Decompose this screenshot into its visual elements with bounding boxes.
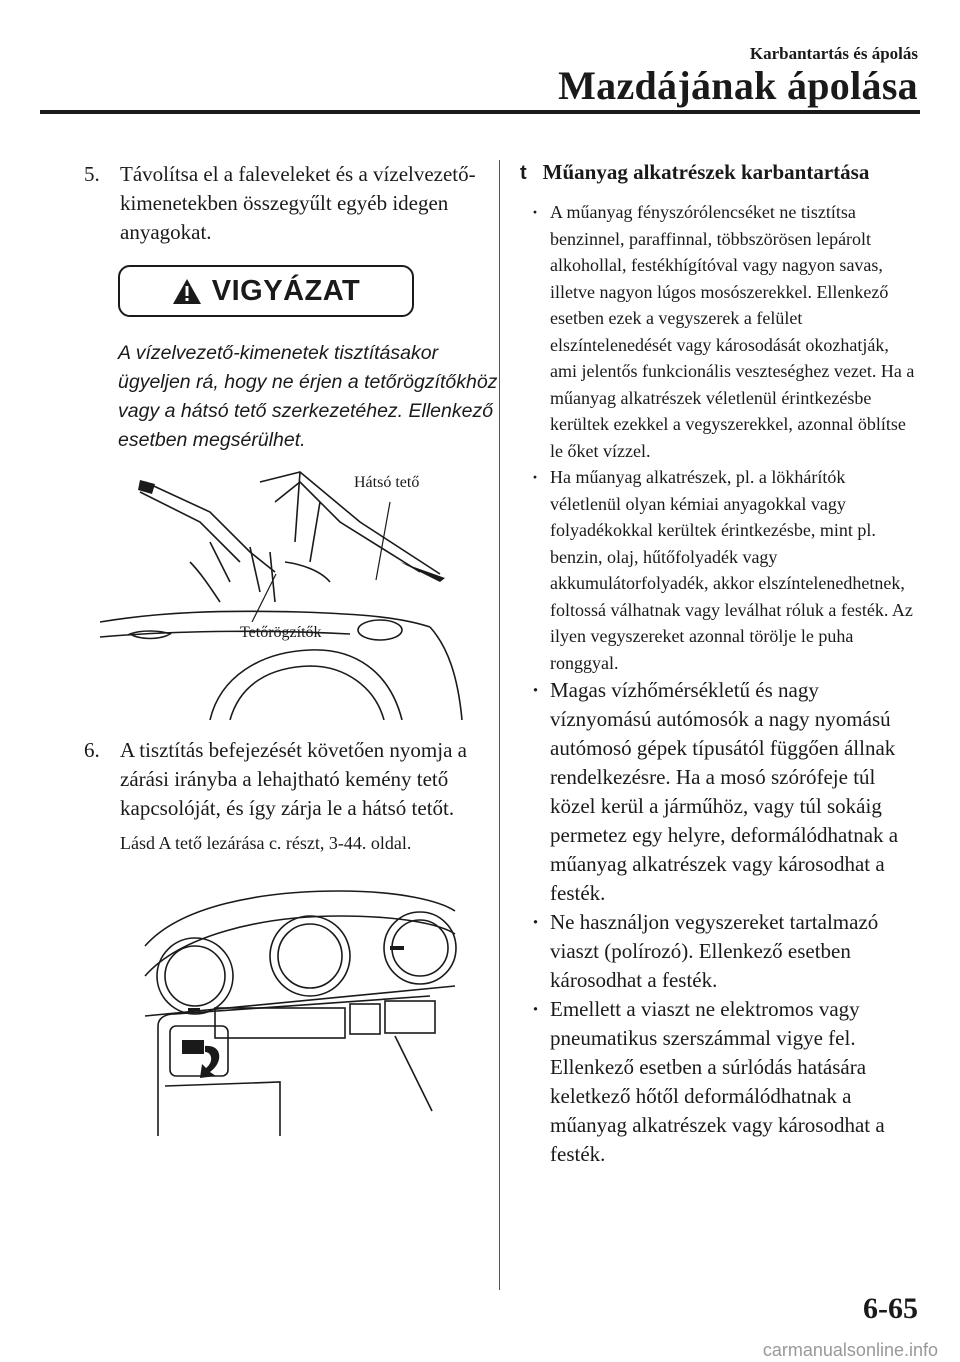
label-rear-roof: Hátsó tető (354, 474, 420, 491)
maintenance-list (520, 199, 920, 1169)
running-header-title: Mazdájának ápolása (558, 63, 918, 108)
roof-switch-illustration (140, 886, 460, 1136)
step-text: A tisztítás befejezését követően nyomja a zárási irányba a lehajtható kemény tető kapcsolóját, és így zárja le a hátsó tetőt. (120, 738, 467, 820)
step-number: 6. (84, 738, 100, 762)
left-column-lower (84, 736, 484, 858)
list-item: · Magas vízhőmérsékletű és nagy víznyomású autómosók a nagy nyomású autómosó gépek típusától függően állnak rendelkezésre. Ha a mosó szórófeje túl közel kerül a járműhöz, vagy túl sokáig permetez egy helyre, deformálódhatnak a műanyag alkatrészek vagy károsodhat a festék. (520, 676, 920, 908)
step-6 (84, 736, 484, 858)
step-5 (84, 160, 484, 247)
warning-label: VIGYÁZAT (211, 274, 361, 307)
label-roof-latches: Tetőrögzítők (240, 624, 322, 641)
warning-triangle-icon (172, 278, 202, 305)
column-divider (499, 160, 500, 1290)
right-column (520, 160, 920, 1169)
section-heading (520, 160, 920, 185)
step-text: Távolítsa el a faleveleket és a vízelvezető-kimenetekben összegyűlt egyéb idegen anyagokat. (120, 162, 476, 244)
list-item: · Ne használjon vegyszereket tartalmazó viaszt (polírozó). Ellenkező esetben károsodhat a festék. (520, 908, 920, 995)
warning-text: A vízelvezető-kimenetek tisztításakor ügyeljen rá, hogy ne érjen a tetőrögzítőkhöz vagy a hátsó tető szerkezetéhez. Ellenkező esetben megsérülhet. (118, 342, 498, 451)
section-marker: t (520, 162, 527, 184)
list-item: · A műanyag fényszórólencséket ne tisztítsa benzinnel, paraffinnal, többszörösen lepárolt alkohollal, festékhígítóval vagy nagyon savas, illetve nagyon lúgos mosószerekkel. Ellenkező esetben ezek a vegyszerek a felület elszíntelenedését vagy károsodását okozhatják, ami jelentős funkcionális veszteséghez vezet. Ha a műanyag alkatrészek véletlenül érintkezésbe kerültek ezekkel a vegyszerekkel, azonnal öblítse le őket vízzel. (520, 199, 920, 464)
section-title: Műanyag alkatrészek karbantartása (542, 160, 870, 184)
page-number: 6-65 (863, 1292, 918, 1325)
list-item: · Ha műanyag alkatrészek, pl. a lökhárítók véletlenül olyan kémiai anyagokkal vagy folyadékokkal kerültek érintkezésbe, mint pl. benzin, olaj, hűtőfolyadék vagy akkumulátorfolyadék, akkor elszíntelenedhetnek, foltossá válhatnak vagy leválhat róluk a festék. Az ilyen vegyszereket azonnal törölje le puha ronggyal. (520, 464, 920, 676)
rear-roof-illustration (100, 462, 480, 720)
list-item: · Emellett a viaszt ne elektromos vagy pneumatikus szerszámmal vigye fel. Ellenkező esetben a súrlódás hatására keletkező hőtől deformálódhatnak a műanyag alkatrészek vagy károsodhat a festék. (520, 995, 920, 1169)
warning-box (118, 265, 414, 317)
left-column (84, 160, 498, 455)
figure-roof-switch (140, 886, 460, 1136)
cross-reference: Lásd A tető lezárása c. részt, 3-44. oldal. (120, 833, 412, 853)
running-header-section: Karbantartás és ápolás (749, 44, 918, 63)
figure-rear-roof (100, 462, 480, 720)
watermark: carmanualsonline.info (762, 1340, 938, 1360)
header-rule (40, 110, 920, 114)
step-number: 5. (84, 162, 100, 186)
